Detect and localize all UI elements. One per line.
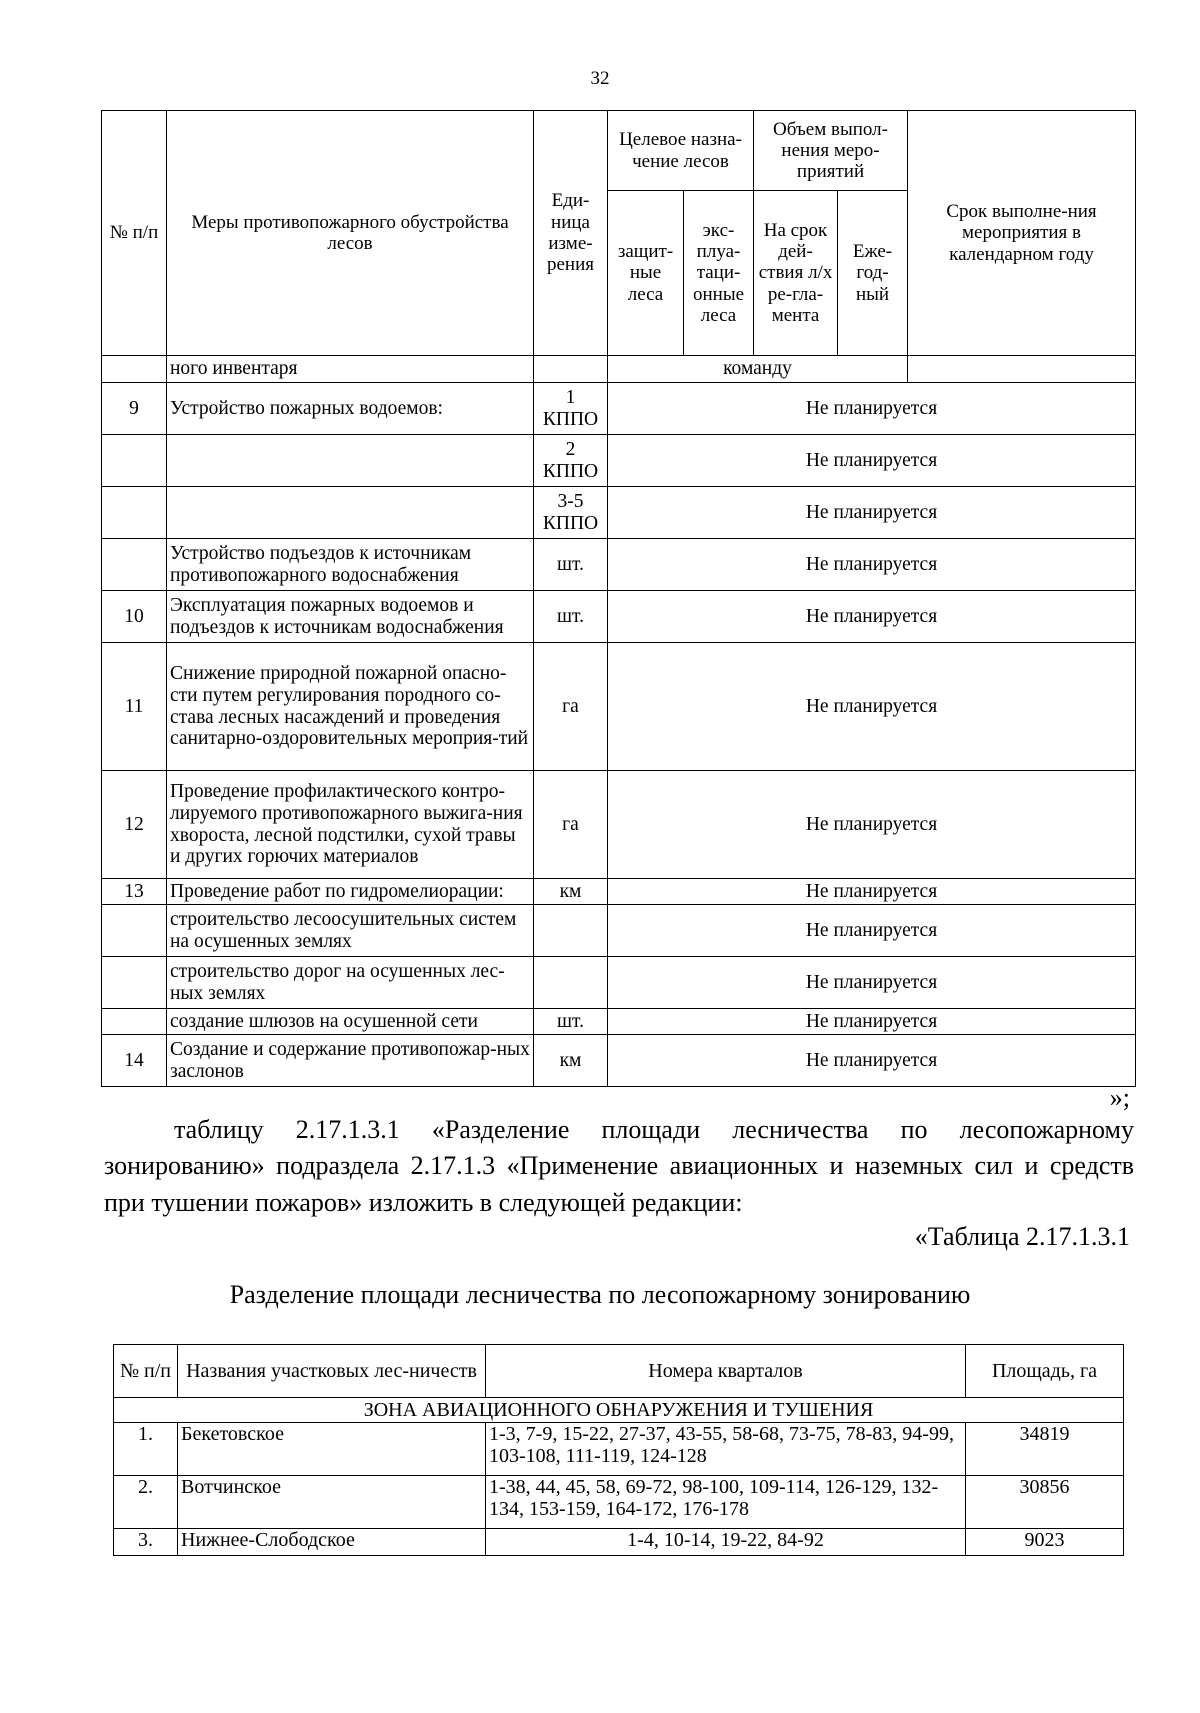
table-label: «Таблица 2.17.1.3.1: [914, 1222, 1130, 1251]
header-measures: Меры противопожарного обустройства лесов: [167, 111, 534, 356]
zone-heading: ЗОНА АВИАЦИОННОГО ОБНАРУЖЕНИЯ И ТУШЕНИЯ: [114, 1398, 1124, 1423]
row-unit: км: [534, 879, 608, 905]
row-area: 34819: [966, 1423, 1124, 1476]
table-row: [102, 905, 1136, 957]
row-value: Не планируется: [608, 435, 1136, 487]
row-measure: Устройство пожарных водоемов:: [167, 383, 534, 435]
header-protective: защит-ные леса: [608, 191, 684, 356]
row-value: Не планируется: [608, 643, 1136, 771]
row-measure: строительство лесоосушительных систем на осушенных землях: [167, 905, 534, 957]
row-quarters: 1-38, 44, 45, 58, 69-72, 98-100, 109-114, 126-129, 132-134, 153-159, 164-172, 176-178: [486, 1476, 966, 1529]
row-unit: [534, 957, 608, 1009]
table-row: [102, 643, 1136, 771]
t2-header-num: № п/п: [114, 1345, 178, 1398]
row-measure: Проведение профилактического контро-лируемого противопожарного выжига-ния хвороста, лесной подстилки, сухой травы и других горючих материалов: [167, 771, 534, 879]
row-num: [102, 435, 167, 487]
row-num: 9: [102, 383, 167, 435]
row-forestry-name: Бекетовское: [178, 1423, 486, 1476]
row-forestry-name: Вотчинское: [178, 1476, 486, 1529]
row-measure: Создание и содержание противопожар-ных заслонов: [167, 1035, 534, 1087]
row-area: 9023: [966, 1529, 1124, 1556]
row-measure: Снижение природной пожарной опасно-сти путем регулирования породного со-става лесных насаждений и проведения санитарно-оздоровительных мероприя-тий: [167, 643, 534, 771]
row-measure: Эксплуатация пожарных водоемов и подъездов к источникам водоснабжения: [167, 591, 534, 643]
row-unit: шт.: [534, 591, 608, 643]
row-num: [102, 957, 167, 1009]
row-unit: га: [534, 643, 608, 771]
row-value: Не планируется: [608, 957, 1136, 1009]
table-row: [102, 879, 1136, 905]
header-deadline: Срок выполне-ния мероприятия в календарном году: [908, 111, 1136, 356]
row-unit: 1 КППО: [534, 383, 608, 435]
table-row: [102, 1035, 1136, 1087]
header-exploitation: экс-плуа-таци-онные леса: [684, 191, 754, 356]
row-num: [102, 905, 167, 957]
row-measure: [167, 487, 534, 539]
continuation-measure: ного инвентаря: [167, 356, 534, 383]
continuation-value: команду: [608, 356, 908, 383]
row-forestry-name: Нижнее-Слободское: [178, 1529, 486, 1556]
row-measure: Проведение работ по гидромелиорации:: [167, 879, 534, 905]
table-row: [114, 1476, 1124, 1529]
row-unit: [534, 905, 608, 957]
row-num: 1.: [114, 1423, 178, 1476]
row-num: 13: [102, 879, 167, 905]
table-row: [102, 539, 1136, 591]
row-num: [102, 1009, 167, 1035]
zoning-table: [113, 1344, 1124, 1556]
table-row: [102, 383, 1136, 435]
row-unit: 3-5 КППО: [534, 487, 608, 539]
row-value: Не планируется: [608, 905, 1136, 957]
t2-header-area: Площадь, га: [966, 1345, 1124, 1398]
row-value: Не планируется: [608, 1035, 1136, 1087]
table-row: [114, 1529, 1124, 1556]
row-value: Не планируется: [608, 879, 1136, 905]
row-num: 12: [102, 771, 167, 879]
table-row: [102, 487, 1136, 539]
page-number: 32: [590, 68, 610, 89]
continuation-row: [102, 356, 1136, 383]
table2-title: Разделение площади лесничества по лесопожарному зонированию: [229, 1280, 971, 1309]
row-num: [102, 539, 167, 591]
row-value: Не планируется: [608, 487, 1136, 539]
row-num: [102, 487, 167, 539]
table-row: [102, 957, 1136, 1009]
header-num: № п/п: [102, 111, 167, 356]
fire-measures-table: [101, 110, 1136, 1087]
row-num: 2.: [114, 1476, 178, 1529]
row-value: Не планируется: [608, 771, 1136, 879]
table-row: [102, 1009, 1136, 1035]
header-purpose: Целевое назна-чение лесов: [608, 111, 754, 191]
table-row: [114, 1423, 1124, 1476]
row-area: 30856: [966, 1476, 1124, 1529]
table-row: [102, 591, 1136, 643]
row-unit: шт.: [534, 539, 608, 591]
row-unit: км: [534, 1035, 608, 1087]
header-unit: Еди-ница изме-рения: [534, 111, 608, 356]
row-num: 14: [102, 1035, 167, 1087]
table-row: [102, 771, 1136, 879]
row-value: Не планируется: [608, 591, 1136, 643]
row-value: Не планируется: [608, 1009, 1136, 1035]
header-regulation-term: На срок дей-ствия л/х ре-гла-мента: [754, 191, 838, 356]
end-quote: »;: [1109, 1083, 1130, 1112]
row-num: 3.: [114, 1529, 178, 1556]
row-measure: Устройство подъездов к источникам противопожарного водоснабжения: [167, 539, 534, 591]
row-measure: [167, 435, 534, 487]
row-num: 10: [102, 591, 167, 643]
row-quarters: 1-3, 7-9, 15-22, 27-37, 43-55, 58-68, 73-75, 78-83, 94-99, 103-108, 111-119, 124-128: [486, 1423, 966, 1476]
t2-header-name: Названия участковых лес-ничеств: [178, 1345, 486, 1398]
row-unit: га: [534, 771, 608, 879]
row-value: Не планируется: [608, 539, 1136, 591]
instruction-paragraph: таблицу 2.17.1.3.1 «Разделение площади лесничества по лесопожарному зонированию» подраздела 2.17.1.3 «Применение авиационных и наземных сил и средств при тушении пожаров» изложить в следующей редакции:: [104, 1115, 1134, 1217]
table-row: [102, 435, 1136, 487]
row-unit: шт.: [534, 1009, 608, 1035]
row-quarters: 1-4, 10-14, 19-22, 84-92: [486, 1529, 966, 1556]
row-measure: строительство дорог на осушенных лес-ных землях: [167, 957, 534, 1009]
row-measure: создание шлюзов на осушенной сети: [167, 1009, 534, 1035]
row-unit: 2 КППО: [534, 435, 608, 487]
row-num: 11: [102, 643, 167, 771]
t2-header-quarters: Номера кварталов: [486, 1345, 966, 1398]
header-yearly: Еже-год-ный: [838, 191, 908, 356]
row-value: Не планируется: [608, 383, 1136, 435]
header-volume: Объем выпол-нения меро-приятий: [754, 111, 908, 191]
